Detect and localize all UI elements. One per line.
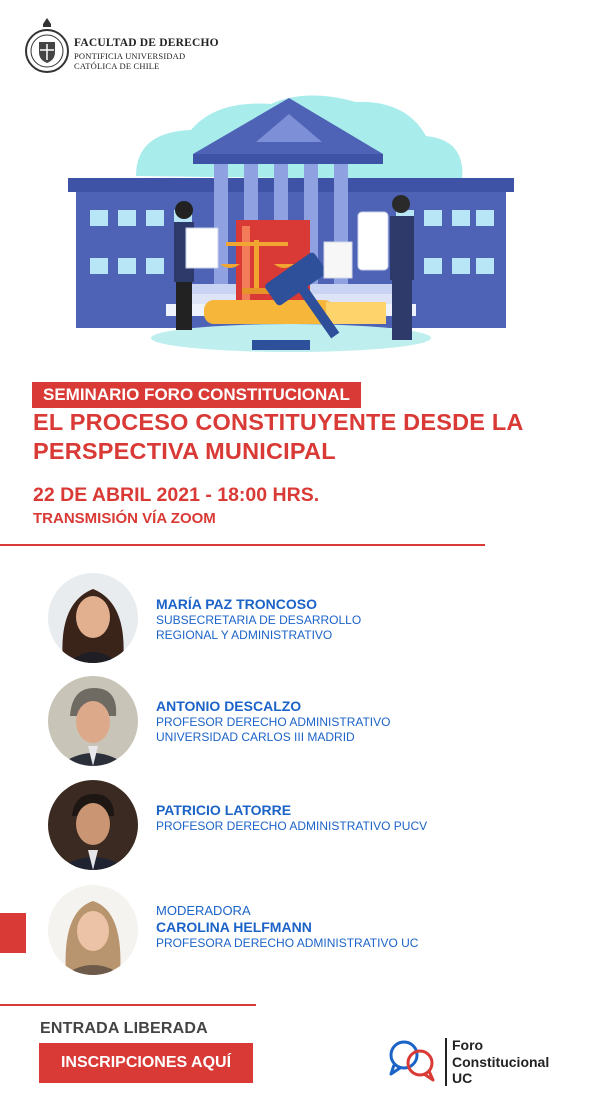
speaker-photo [48,885,138,975]
event-date: 22 DE ABRIL 2021 - 18:00 HRS. [33,484,320,506]
speaker-role: REGIONAL Y ADMINISTRATIVO [156,628,333,642]
event-title [33,408,524,466]
speaker-role: UNIVERSIDAD CARLOS III MADRID [156,730,355,744]
speaker-role: PROFESOR DERECHO ADMINISTRATIVO [156,715,391,729]
foro-logo-text [452,1037,549,1087]
foro-line2: Constitucional [452,1053,550,1070]
free-entry-label: ENTRADA LIBERADA [40,1020,208,1037]
speaker-photo [48,780,138,870]
speaker-role: SUBSECRETARIA DE DESARROLLO [156,613,362,627]
stream-info: TRANSMISIÓN VÍA ZOOM [33,510,216,527]
speech-bubbles-icon [386,1038,438,1084]
foro-line1: Foro [452,1037,484,1053]
moderator-label: MODERADORA [156,903,251,918]
university-seal-icon [24,16,70,76]
speaker-name: ANTONIO DESCALZO [156,698,302,714]
speaker-photo [48,676,138,766]
event-title-line2: PERSPECTIVA MUNICIPAL [33,438,336,464]
university-name-line2: CATÓLICA DE CHILE [74,61,160,71]
seminar-kicker: SEMINARIO FORO CONSTITUCIONAL [32,382,361,408]
event-title-line1: EL PROCESO CONSTITUYENTE DESDE LA [33,409,524,435]
speaker-name: PATRICIO LATORRE [156,802,292,818]
speaker-role: PROFESOR DERECHO ADMINISTRATIVO PUCV [156,819,428,833]
faculty-name: FACULTAD DE DERECHO [74,37,219,49]
side-accent [0,913,26,953]
divider [0,1004,256,1006]
speaker-name: MARÍA PAZ TRONCOSO [156,596,317,612]
divider [0,544,485,546]
speaker-photo [48,573,138,663]
speaker-role: PROFESORA DERECHO ADMINISTRATIVO UC [156,936,419,950]
university-name: PONTIFICIA UNIVERSIDAD [74,51,186,61]
logo-divider [445,1038,447,1086]
speaker-name: CAROLINA HELFMANN [156,919,312,935]
foro-line3: UC [452,1070,473,1086]
courthouse-illustration [66,92,516,360]
register-button[interactable]: INSCRIPCIONES AQUÍ [39,1043,253,1083]
